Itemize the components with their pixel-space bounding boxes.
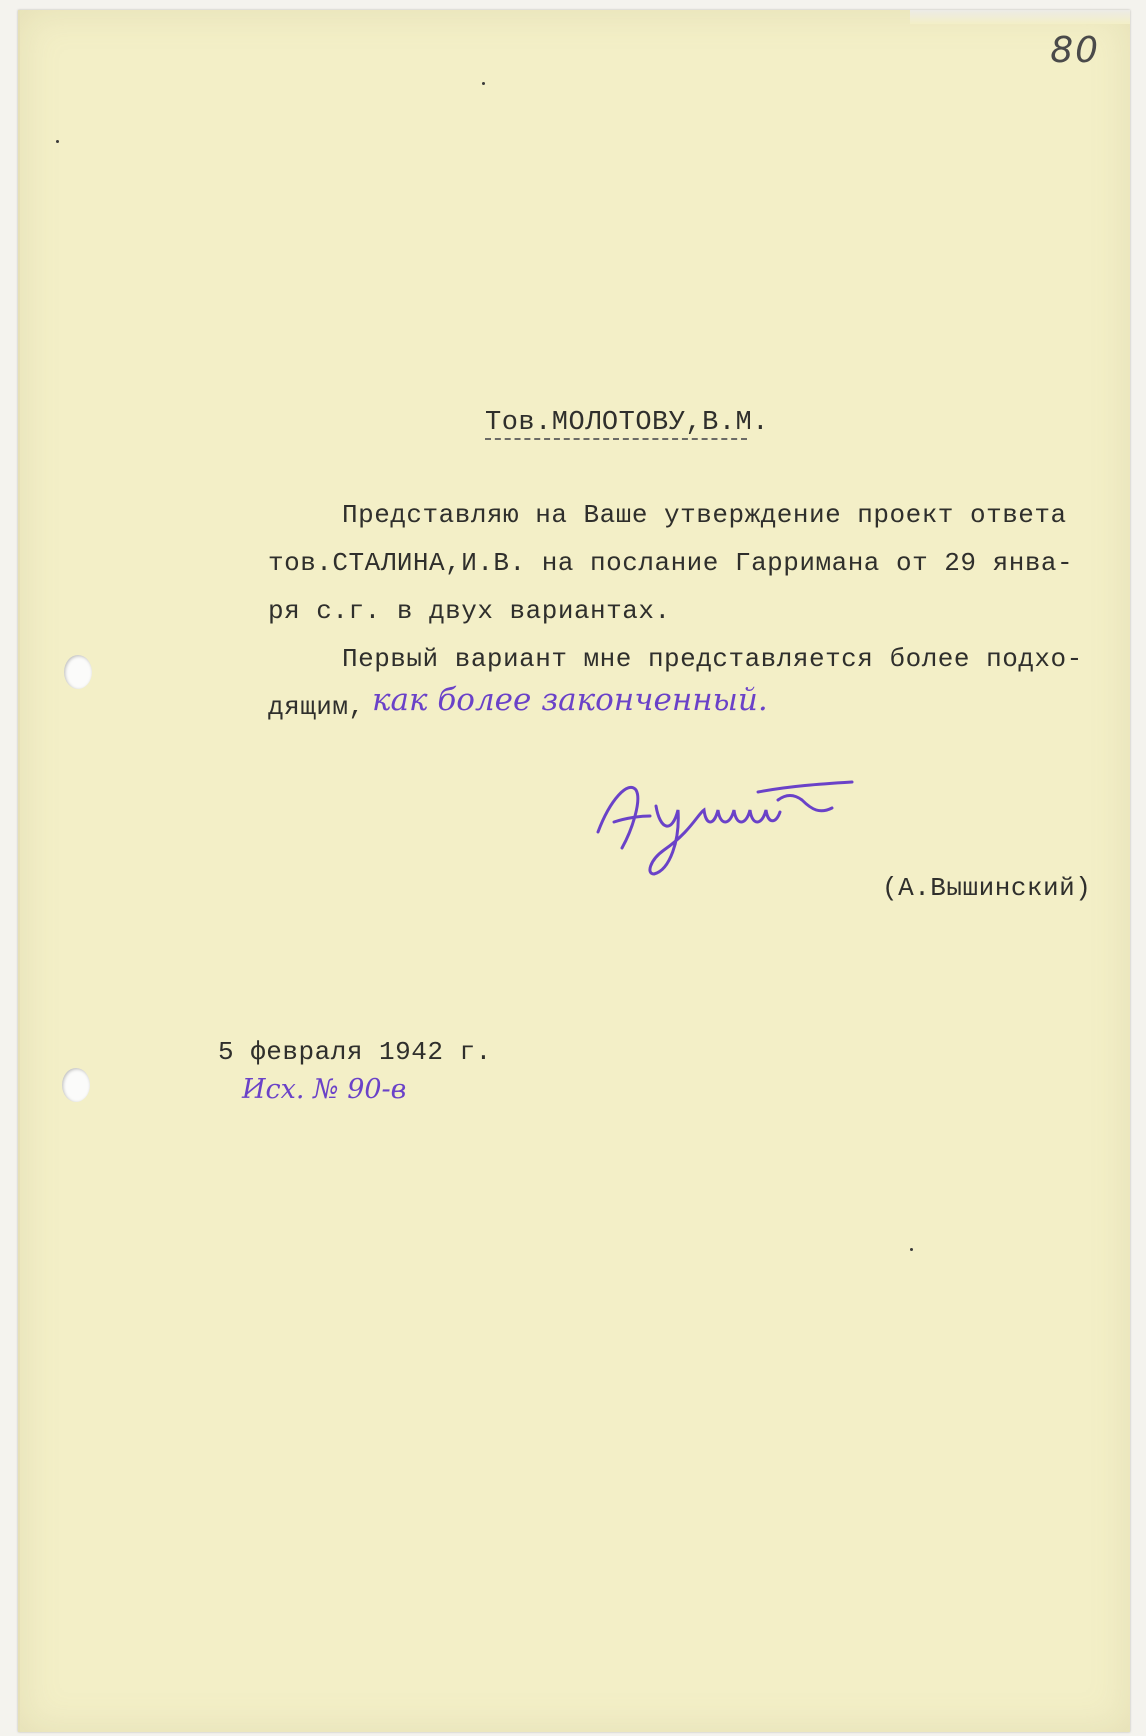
body-line: дящим, [268, 692, 365, 722]
signatory-name: (А.Вышинский) [882, 873, 1092, 903]
document-sheet [18, 10, 1130, 1732]
addressee: Тов.МОЛОТОВУ,В.М. [485, 408, 769, 438]
archive-page-number: 80 [1050, 30, 1100, 71]
outgoing-number: Исх. № 90-в [242, 1074, 407, 1105]
folded-corner [910, 10, 1130, 24]
body-line: ря с.г. в двух вариантах. [268, 596, 671, 626]
document-date: 5 февраля 1942 г. [218, 1037, 492, 1067]
paper-speck [910, 1248, 913, 1251]
paper-speck [56, 140, 59, 143]
addressee-underline [485, 438, 747, 440]
signature [580, 770, 880, 880]
body-line: Представляю на Ваше утверждение проект ответа [342, 500, 1067, 530]
handwritten-insertion: как более законченный. [372, 682, 768, 718]
body-line: Первый вариант мне представляется более подхо- [342, 644, 1083, 674]
punch-hole-bottom [62, 1068, 90, 1102]
body-line: тов.СТАЛИНА,И.В. на послание Гарримана от 29 янва- [268, 548, 1074, 578]
paper-speck [482, 82, 485, 85]
punch-hole-top [64, 655, 92, 689]
